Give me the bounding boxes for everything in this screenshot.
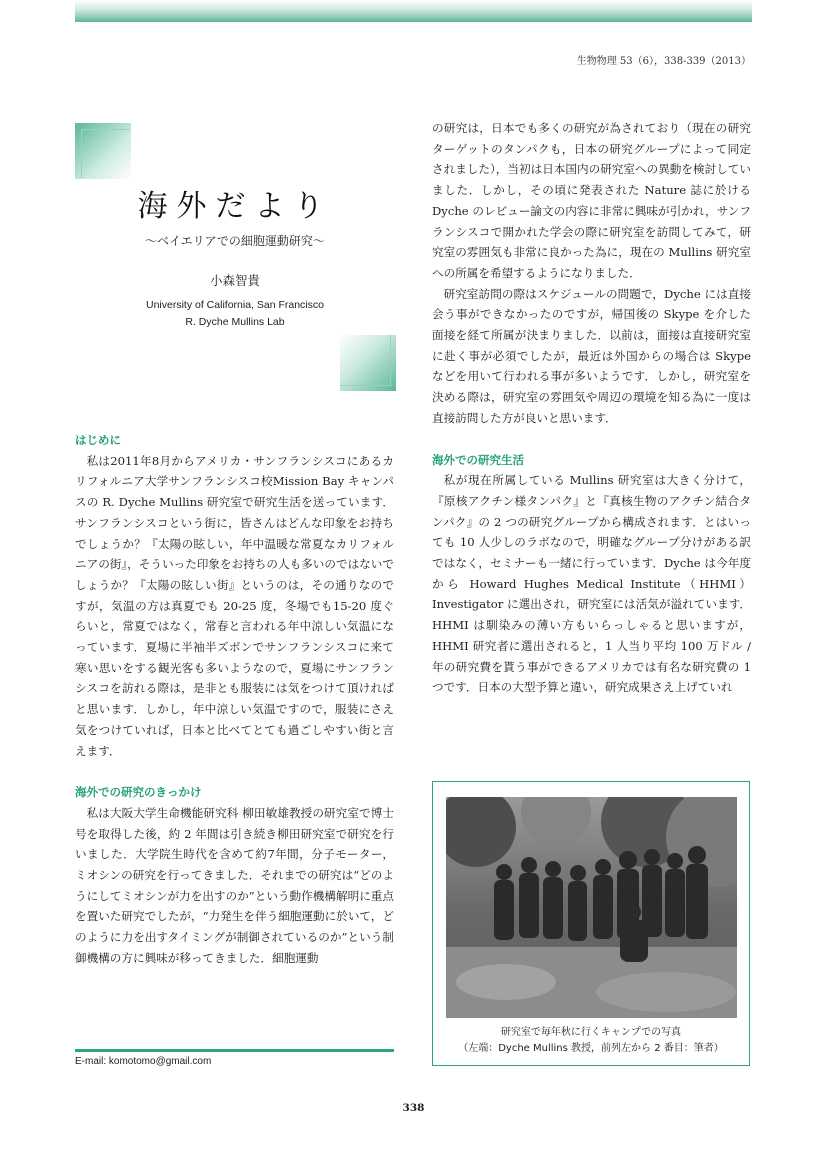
motivation-continuation-paragraph: の研究は，日本でも多くの研究が為されており（現在の研究ターゲットのタンパクも，日本の研究グループによって同定されました），当初は日本国内の研究室への異動を検討していました．しかし，その頃に発表された Nature 誌に於ける Dyche のレビュー論文の内容に非常に興味が引かれ，サンフランシスコで開かれた学会の際に研究室を訪問してみて，研究室の雰囲気も非常に良かった為に，現在の Mullins 研究室への所属を希望するようになりました． [432,121,751,280]
page-number: 338 [402,1102,425,1114]
header-band [75,0,752,22]
figure-caption [433,1025,749,1057]
camp-photo-image [446,797,737,1018]
journal-citation: 生物物理 53（6），338-339（2013） [576,56,751,67]
left-column [75,430,394,969]
section-heading-research-life: 海外での研究生活 [432,452,524,467]
group-photo [446,797,737,1018]
figure-box [432,781,750,1066]
title-decoration-top-left [75,123,131,179]
footnote-rule [75,1049,394,1052]
lab-visit-paragraph: 研究室訪問の際はスケジュールの問題で，Dyche には直接会う事ができなかったのですが，帰国後の Skype を介した面接を経て所属が決まりました．以前は，面接は直接研究室に赴く事が必須でしたが，最近は外国からの場合は Skype などを用いて行われる事が多いようです．しかし，研究室を決める際は，研究室の雰囲気や周辺の環境を知る為に一度は直接訪問した方が良いと思います． [432,286,751,425]
affiliation-lab: R. Dyche Mullins Lab [185,316,285,328]
author-name: 小森智貴 [209,273,260,288]
affiliation-university: University of California, San Francisco [146,299,324,311]
research-life-paragraph: 私が現在所属している Mullins 研究室は大きく分けて，『原核アクチン様タンパク』と『真核生物のアクチン結合タンパク』の 2 つの研究グループから構成されます．とはいっても 10 人少しのラボなので，明確なグループ分けがある訳ではなく，セミナーも一緒に行っています．Dyche は今年度から Howard Hughes Medical Institute（HHMI）Investigator に選出され，研究室には活気が溢れています．HHMI は馴染みの薄い方もいらっしゃると思いますが，HHMI 研究者に選出されると，1 人当り平均 100 万ドル / 年の研究費を貰う事ができるアメリカでは有名な研究費の 1 つです．日本の大型予算と違い，研究成果さえ上げていれ [432,473,751,695]
intro-paragraph: 私は2011年8月からアメリカ・サンフランシスコにあるカリフォルニア大学サンフランシスコ校Mission Bay キャンパスの R. Dyche Mullins 研究室で研究生活を送っています．サンフランシスコという街に，皆さんはどんな印象をお持ちでしょうか？『太陽の眩しい，年中温暖な常夏なカリフォルニアの街』，そういった印象をお持ちの人も多いのではないでしょうか？『太陽の眩しい街』というのは，その通りなのですが，気温の方は真夏でも 20-25 度，冬場でも15-20 度ぐらいと，常夏ではなく，常春と言われる年中涼しい気温になっています．夏場に半袖半ズボンでサンフランシスコに来て寒い思いをする観光客も多いようなので，夏場にサンフランシスコを訪れる際は，是非とも服装には気をつけて頂ければと思います．しかし，年中涼しい気温ですので，服装にさえ気をつけていれば，日本と比べてとても過ごしやすい街と言えます． [75,453,394,758]
caption-line-1: 研究室で毎年秋に行くキャンプでの写真 [500,1027,682,1038]
article-title: 海外だより [137,189,333,224]
author-affiliation [75,297,395,331]
section-heading-intro: はじめに [75,433,121,447]
author-email: E-mail: komotomo@gmail.com [75,1056,212,1067]
right-column [432,118,751,698]
title-decoration-bottom-right [340,335,396,391]
section-heading-motivation: 海外での研究のきっかけ [75,785,202,800]
motivation-paragraph: 私は大阪大学生命機能研究科 柳田敏雄教授の研究室で博士号を取得した後，約 2 年間は引き続き柳田研究室で研究を行いました．大学院生時代を含めて約7年間，分子モーター，ミオシンの研究を行ってきました．それまでの研究は“どのようにしてミオシンが力を出すのか”という動作機構解明に重点を置いた研究でしたが，“力発生を伴う細胞運動に於いて，どのように力を出すタイミングが制御されているのか”という制御機構の方に興味が移ってきました．細胞運動 [75,805,394,965]
caption-line-2: （左端：Dyche Mullins 教授，前列左から 2 番目：筆者） [458,1043,724,1054]
article-subtitle: 〜ベイエリアでの細胞運動研究〜 [145,234,325,248]
